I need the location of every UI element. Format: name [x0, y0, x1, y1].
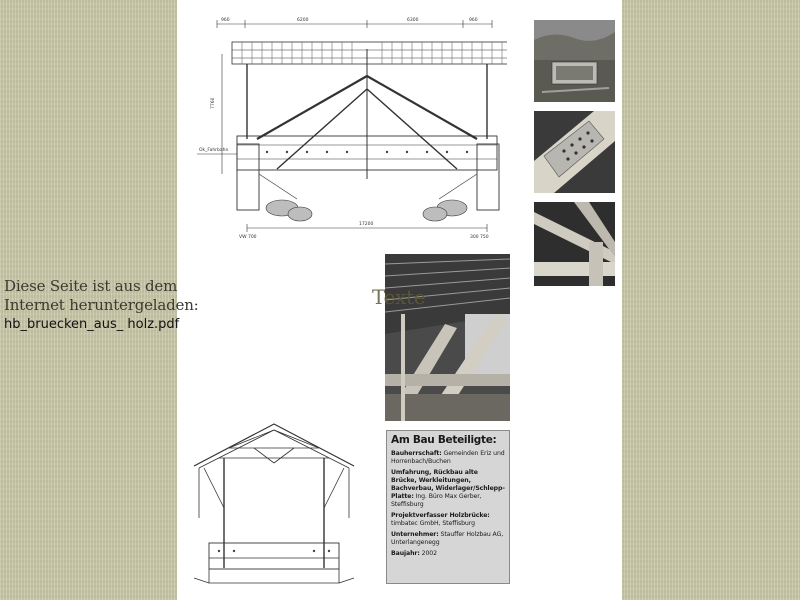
bridge-elevation-drawing	[187, 14, 507, 244]
texte-heading: Texte	[372, 285, 426, 309]
deck-level-label: Ok_Fahrbahn	[199, 148, 229, 153]
bridge-cross-section-drawing	[189, 418, 359, 590]
download-filename: hb_bruecken_aus_ holz.pdf	[4, 317, 180, 332]
info-box-title: Am Bau Beteiligte:	[391, 434, 497, 446]
truss-beam-photo	[534, 202, 615, 286]
steel-connection-photo	[534, 111, 615, 193]
abutment-left-label: VW 700	[239, 235, 257, 240]
construction-site-photo	[534, 20, 615, 102]
dim-mid-right-label: 6300	[407, 18, 419, 23]
dim-vertical-label: 7760	[211, 97, 216, 109]
dim-bottom-label: 17200	[359, 222, 374, 227]
info-entry-bauherrschaft: Bauherrschaft: Gemeinden Eriz und Horrenbach/Buchen	[391, 450, 505, 465]
download-note	[4, 277, 244, 333]
download-note-line1: Diese Seite ist aus dem	[4, 277, 178, 295]
info-entry-umfahrung: Umfahrung, Rückbau alte Brücke, Werkleitungen, Bachverbau, Widerlager/Schlepp-Platte: Ing. Büro Max Gerber, Steffisburg	[391, 469, 505, 508]
info-entry-projektverfasser: Projektverfasser Holzbrücke: timbatec GmbH, Steffisburg	[391, 512, 490, 527]
info-entry-unternehmer: Unternehmer: Stauffer Holzbau AG, Unterlangenegg	[391, 531, 504, 546]
download-note-line2: Internet heruntergeladen:	[4, 296, 199, 314]
covered-bridge-interior-photo	[385, 254, 510, 421]
dim-mid-left-label: 6200	[297, 18, 309, 23]
right-background-texture	[622, 0, 800, 600]
participants-info-box	[386, 430, 510, 584]
dim-left-label: 960	[221, 18, 230, 23]
abutment-right-label: 300 750	[470, 235, 489, 240]
dim-right-label: 960	[469, 18, 478, 23]
info-entry-baujahr: Baujahr: 2002	[391, 550, 437, 557]
